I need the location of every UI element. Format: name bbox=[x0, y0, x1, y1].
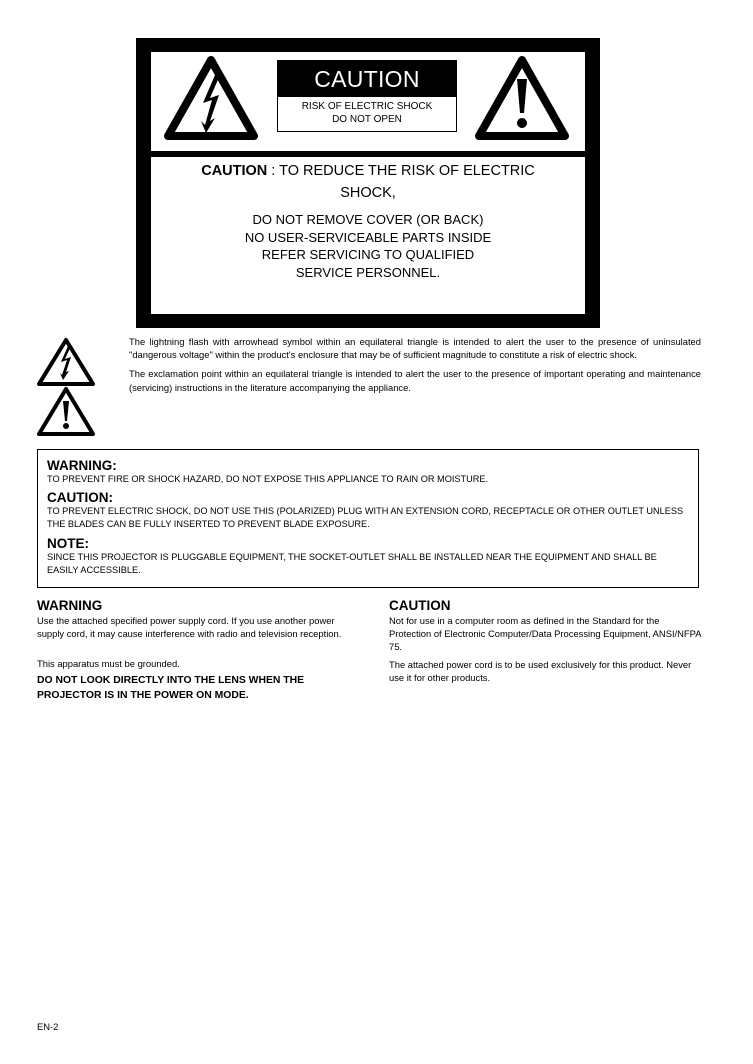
label-line-4: SERVICE PERSONNEL. bbox=[295, 264, 441, 280]
lightning-explanation: The lightning flash with arrowhead symbol within an equilateral triangle is intended to alert the user to the presence of uninsulated "dangerous voltage" within the product's enclosure that may be of sufficient magnitude to constitute a risk of electric shock. bbox=[129, 336, 701, 361]
symbol-icons bbox=[36, 337, 96, 437]
label-bottom-panel bbox=[151, 157, 585, 314]
right-para-2: The attached power cord is to be used exclusively for this product. Never use it for other products. bbox=[389, 658, 692, 683]
left-para-2: This apparatus must be grounded. bbox=[37, 658, 180, 670]
warning-box bbox=[37, 449, 699, 588]
caution-bold: CAUTION bbox=[201, 163, 268, 179]
label-instructions bbox=[151, 211, 585, 281]
warning-heading: WARNING: bbox=[47, 458, 117, 473]
right-heading: CAUTION bbox=[389, 598, 451, 613]
page-number: EN-2 bbox=[37, 1021, 59, 1032]
lightning-triangle-icon bbox=[163, 55, 259, 141]
caution-statement bbox=[151, 163, 585, 180]
symbol-explanations bbox=[129, 335, 701, 400]
risk-text bbox=[278, 97, 456, 126]
caution-rest: : TO REDUCE THE RISK OF ELECTRIC bbox=[267, 163, 535, 179]
warning-text: TO PREVENT FIRE OR SHOCK HAZARD, DO NOT EXPOSE THIS APPLIANCE TO RAIN OR MOISTURE. bbox=[47, 474, 489, 484]
small-exclamation-triangle-icon bbox=[39, 389, 93, 434]
risk-line-1: RISK OF ELECTRIC SHOCK bbox=[301, 101, 433, 112]
exclamation-explanation: The exclamation point within an equilateral triangle is intended to alert the user to the presence of important operating and maintenance (servicing) instructions in the literature accompanying the appliance. bbox=[129, 368, 701, 393]
left-column bbox=[37, 598, 357, 703]
label-top-panel bbox=[151, 52, 585, 151]
left-para-1: Use the attached specified power supply cord. If you use another power supply cord, it may cause interference with radio and television reception. bbox=[37, 615, 342, 640]
caution-heading: CAUTION: bbox=[47, 490, 113, 506]
risk-line-2: DO NOT OPEN bbox=[332, 114, 402, 125]
right-column bbox=[389, 598, 701, 684]
label-line-2: NO USER-SERVICEABLE PARTS INSIDE bbox=[244, 229, 492, 245]
shock-text: SHOCK, bbox=[340, 185, 396, 201]
caution-text: TO PREVENT ELECTRIC SHOCK, DO NOT USE THIS (POLARIZED) PLUG WITH AN EXTENSION CORD, RECEPTACLE OR OTHER OUTLET UNLESS THE BLADES CAN BE FULLY INSERTED TO PREVENT BLADE EXPOSURE. bbox=[47, 506, 684, 530]
caution-label bbox=[136, 38, 600, 328]
label-line-1: DO NOT REMOVE COVER (OR BACK) bbox=[252, 212, 484, 227]
symbol-icons-svg bbox=[36, 337, 96, 437]
lens-warning: DO NOT LOOK DIRECTLY INTO THE LENS WHEN THE PROJECTOR IS IN THE POWER ON MODE. bbox=[37, 674, 305, 701]
label-line-3: REFER SERVICING TO QUALIFIED bbox=[261, 247, 475, 262]
left-heading: WARNING bbox=[37, 598, 103, 613]
note-text: SINCE THIS PROJECTOR IS PLUGGABLE EQUIPMENT, THE SOCKET-OUTLET SHALL BE INSTALLED NEAR THE EQUIPMENT AND SHALL BE EASILY ACCESSIBLE. bbox=[47, 551, 657, 575]
small-lightning-triangle-icon bbox=[39, 340, 93, 384]
note-heading: NOTE: bbox=[47, 535, 89, 551]
caution-box bbox=[277, 60, 457, 132]
caution-title: CAUTION bbox=[278, 61, 456, 97]
exclamation-triangle-icon bbox=[474, 55, 570, 141]
right-para-1: Not for use in a computer room as defined in the Standard for the Protection of Electronic Computer/Data Processing Equipment, ANSI/NFPA 75. bbox=[389, 615, 701, 653]
